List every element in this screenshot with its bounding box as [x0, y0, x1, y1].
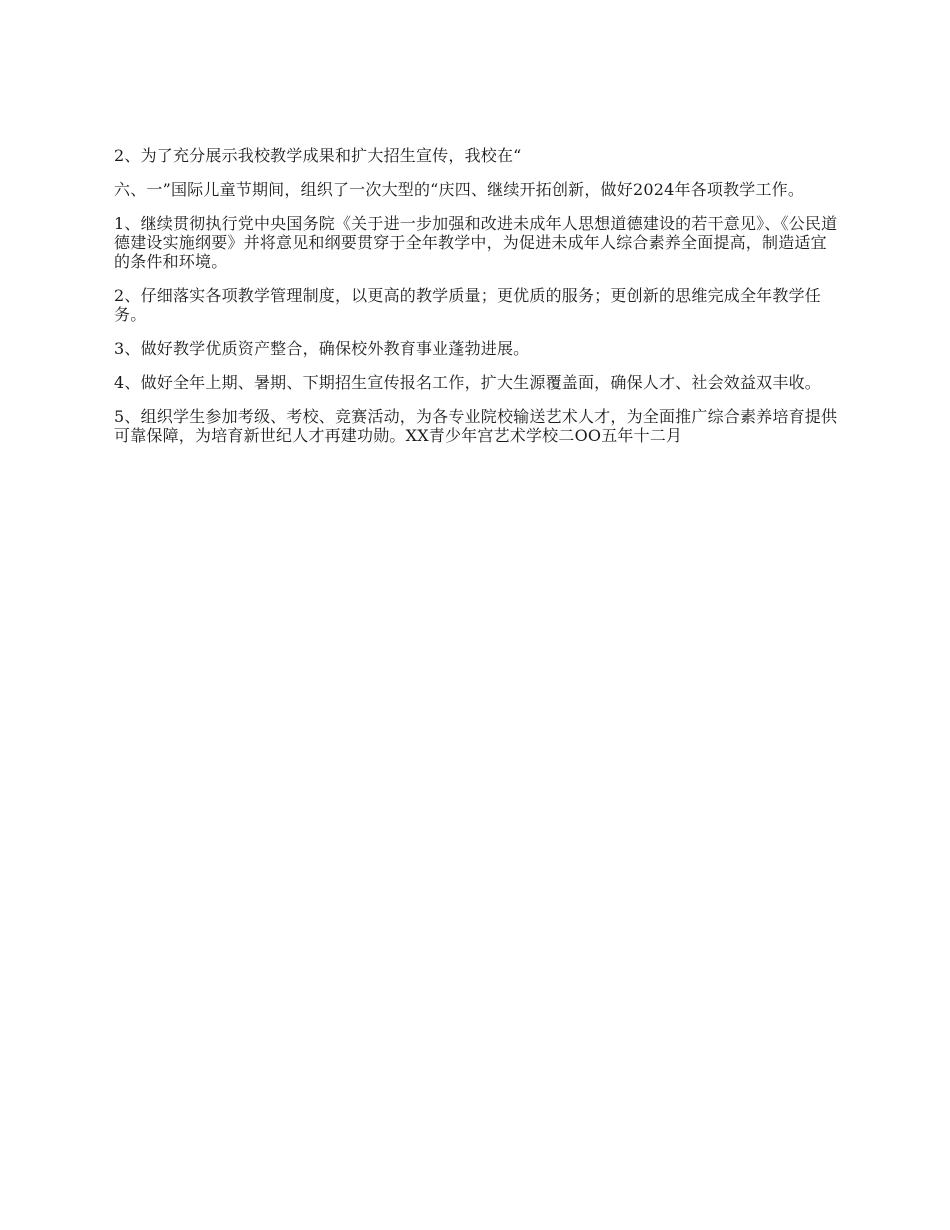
document-body	[114, 146, 842, 460]
paragraph-1: 2、为了充分展示我校教学成果和扩大招生宣传，我校在“	[114, 146, 522, 165]
paragraph-4: 2、仔细落实各项教学管理制度，以更高的教学质量；更优质的服务；更创新的思维完成全年教学任务。	[114, 286, 821, 324]
paragraph-6: 4、做好全年上期、暑期、下期招生宣传报名工作，扩大生源覆盖面，确保人才、社会效益双丰收。	[114, 373, 821, 392]
paragraph-3: 1、继续贯彻执行党中央国务院《关于进一步加强和改进未成年人思想道德建设的若干意见》、《公民道德建设实施纲要》并将意见和纲要贯穿于全年教学中，为促进未成年人综合素养全面提高，制造适宜的条件和环境。	[114, 214, 838, 271]
paragraph-2: 六、一”国际儿童节期间，组织了一次大型的“庆四、继续开拓创新，做好2024年各项教学工作。	[114, 180, 805, 199]
paragraph-7: 5、组织学生参加考级、考校、竞赛活动，为各专业院校输送艺术人才，为全面推广综合素养培育提供可靠保障，为培育新世纪人才再建功勋。XX青少年宫艺术学校二OO五年十二月	[114, 407, 838, 445]
paragraph-5: 3、做好教学优质资产整合，确保校外教育事业蓬勃进展。	[114, 339, 530, 358]
